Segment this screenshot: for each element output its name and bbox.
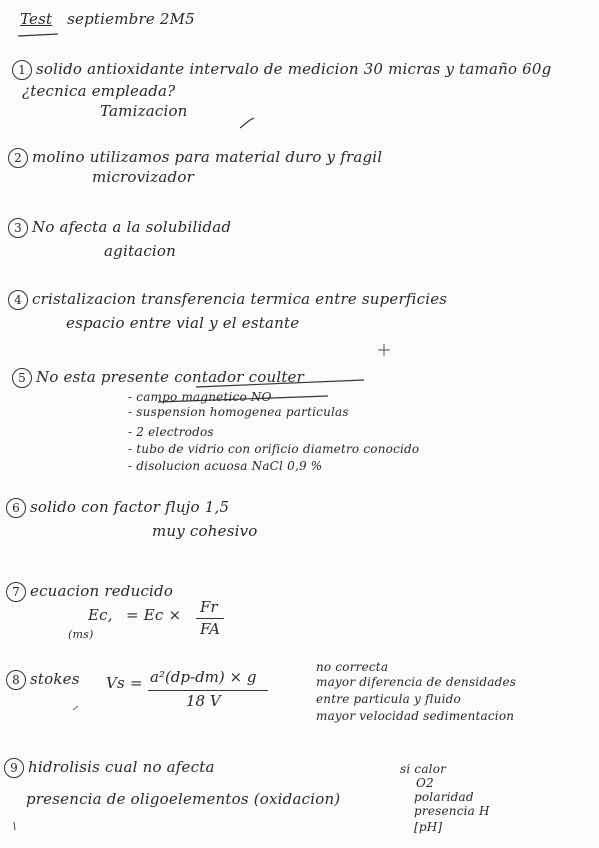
- question-text: No esta presente contador coulter: [36, 368, 304, 386]
- question-number: 2: [8, 148, 28, 168]
- question-8-note-3: entre particula y fluido: [316, 692, 461, 706]
- question-5-bullet-1: - campo magnetico NO: [128, 390, 272, 404]
- question-2: [8, 148, 382, 168]
- question-number: 9: [4, 758, 24, 778]
- question-4-answer: espacio entre vial y el estante: [66, 314, 300, 332]
- question-3: [8, 218, 231, 238]
- question-5-bullet-2: - suspension homogenea particulas: [128, 405, 349, 419]
- question-5: [12, 368, 304, 388]
- question-6-answer: muy cohesivo: [152, 522, 258, 540]
- question-9-answer: presencia de oligoelementos (oxidacion): [26, 790, 341, 808]
- question-text: ecuacion reducido: [30, 582, 174, 600]
- question-5-bullet-3: - 2 electrodos: [128, 425, 214, 439]
- question-text: solido con factor flujo 1,5: [30, 498, 230, 516]
- test-label: Test: [20, 10, 53, 28]
- equation-8-numerator: a²(dp-dm) × g: [150, 668, 257, 686]
- question-number: 6: [6, 498, 26, 518]
- equation-7-eq: = Ec ×: [126, 606, 182, 624]
- exam-title: [20, 10, 195, 28]
- fraction-bar: [196, 618, 224, 619]
- question-text: hidrolisis cual no afecta: [28, 758, 215, 776]
- question-9: [4, 758, 215, 778]
- question-number: 1: [12, 60, 32, 80]
- question-number: 5: [12, 368, 32, 388]
- question-9-side-note-5: [pH]: [414, 820, 443, 834]
- question-1-answer: Tamizacion: [100, 102, 188, 120]
- question-text: molino utilizamos para material duro y fragil: [32, 148, 383, 166]
- question-5-bullet-4: - tubo de vidrio con orificio diametro conocido: [128, 442, 420, 456]
- question-9-side-note-3: polaridad: [414, 790, 474, 804]
- question-number: 8: [6, 670, 26, 690]
- question-9-side-note-4: presencia H: [414, 804, 490, 818]
- question-number: 7: [6, 582, 26, 602]
- equation-7-numerator: Fr: [200, 598, 218, 616]
- question-9-side-note-2: O2: [416, 776, 434, 790]
- question-text: No afecta a la solubilidad: [32, 218, 232, 236]
- question-8-note-4: mayor velocidad sedimentacion: [316, 709, 515, 723]
- question-5-bullet-5: - disolucion acuosa NaCl 0,9 %: [128, 459, 323, 473]
- question-text: stokes: [30, 670, 80, 688]
- question-number: 4: [8, 290, 28, 310]
- exam-date: septiembre 2M5: [67, 10, 195, 28]
- equation-7-denominator: FA: [200, 620, 220, 638]
- question-4: [8, 290, 447, 310]
- fraction-bar: [148, 690, 268, 691]
- question-8-note-1: no correcta: [316, 660, 389, 674]
- equation-8-denominator: 18 V: [186, 692, 221, 710]
- question-9-side-note-1: si calor: [400, 762, 447, 776]
- question-8-note-2: mayor diferencia de densidades: [316, 675, 517, 689]
- question-1: [12, 60, 551, 80]
- equation-7-lhs: Ec,: [88, 606, 113, 624]
- question-8: [6, 670, 80, 690]
- equation-8-lhs: Vs =: [106, 674, 143, 692]
- question-6: [6, 498, 229, 518]
- question-number: 3: [8, 218, 28, 238]
- question-2-answer: microvizador: [92, 168, 194, 186]
- equation-7-lhs-sub: (ms): [68, 628, 94, 641]
- question-3-answer: agitacion: [104, 242, 177, 260]
- question-text: cristalizacion transferencia termica entre superficies: [32, 290, 448, 308]
- question-text: solido antioxidante intervalo de medicion 30 micras y tamaño 60g: [36, 60, 552, 78]
- question-7: [6, 582, 173, 602]
- question-1-line2: ¿tecnica empleada?: [22, 82, 176, 100]
